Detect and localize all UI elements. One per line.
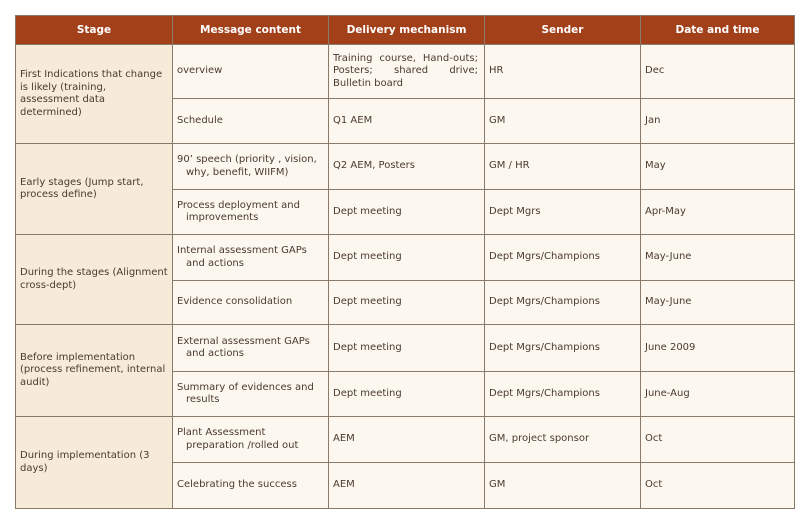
sender-cell: Dept Mgrs/Champions: [485, 325, 641, 372]
date-time-cell: Jan: [641, 99, 795, 144]
delivery-mechanism-cell: AEM: [329, 463, 485, 509]
stage-cell: Before implementation (process refinement, internal audit): [16, 325, 173, 417]
message-content-cell: [173, 144, 329, 190]
stage-cell: First Indications that change is likely (training, assessment data determined): [16, 45, 173, 144]
delivery-mechanism-cell: Dept meeting: [329, 372, 485, 417]
date-time-cell: Dec: [641, 45, 795, 99]
sender-cell: Dept Mgrs/Champions: [485, 281, 641, 325]
date-time-cell: June 2009: [641, 325, 795, 372]
sender-cell: HR: [485, 45, 641, 99]
table-row: [16, 235, 795, 281]
message-content-text: 90’ speech (priority , vision, why, benefit, WIIFM): [177, 154, 317, 178]
message-content-text: Internal assessment GAPs and actions: [177, 245, 307, 269]
table-row: [16, 45, 795, 99]
delivery-mechanism-cell: AEM: [329, 417, 485, 463]
message-content-cell: [173, 45, 329, 99]
stage-cell: Early stages (Jump start, process define): [16, 144, 173, 235]
message-content-text: Schedule: [177, 114, 223, 126]
message-content-text: Evidence consolidation: [177, 296, 293, 308]
delivery-mechanism-cell: [329, 45, 485, 99]
message-content-text: Process deployment and improvements: [177, 199, 300, 223]
delivery-mechanism-cell: Dept meeting: [329, 281, 485, 325]
message-content-cell: [173, 417, 329, 463]
sender-cell: Dept Mgrs/Champions: [485, 235, 641, 281]
header-stage: Stage: [16, 16, 173, 45]
table-row: [16, 325, 795, 372]
header-row: [16, 16, 795, 45]
table-body: [16, 45, 795, 509]
date-time-cell: May-June: [641, 281, 795, 325]
communication-plan-table-wrapper: [15, 15, 794, 509]
date-time-cell: June-Aug: [641, 372, 795, 417]
message-content-cell: [173, 235, 329, 281]
message-content-cell: [173, 325, 329, 372]
delivery-mechanism-text: Training course, Hand-outs; Posters; shared drive; Bulletin board: [333, 52, 478, 89]
header-sender: Sender: [485, 16, 641, 45]
message-content-text: Plant Assessment preparation /rolled out: [177, 427, 299, 451]
date-time-cell: May-June: [641, 235, 795, 281]
table-row: [16, 144, 795, 190]
sender-cell: GM: [485, 463, 641, 509]
delivery-mechanism-cell: Q2 AEM, Posters: [329, 144, 485, 190]
header-delivery-mechanism: Delivery mechanism: [329, 16, 485, 45]
date-time-cell: Oct: [641, 463, 795, 509]
message-content-cell: [173, 372, 329, 417]
delivery-mechanism-cell: Dept meeting: [329, 235, 485, 281]
message-content-cell: [173, 281, 329, 325]
table-header: [16, 16, 795, 45]
message-content-text: overview: [177, 65, 223, 77]
message-content-cell: [173, 99, 329, 144]
date-time-cell: May: [641, 144, 795, 190]
stage-cell: During implementation (3 days): [16, 417, 173, 509]
message-content-cell: [173, 463, 329, 509]
sender-cell: GM: [485, 99, 641, 144]
message-content-text: Celebrating the success: [177, 479, 297, 491]
sender-cell: GM / HR: [485, 144, 641, 190]
header-date-time: Date and time: [641, 16, 795, 45]
message-content-text: External assessment GAPs and actions: [177, 335, 310, 359]
delivery-mechanism-cell: Dept meeting: [329, 190, 485, 235]
delivery-mechanism-cell: Dept meeting: [329, 325, 485, 372]
date-time-cell: Oct: [641, 417, 795, 463]
header-message-content: Message content: [173, 16, 329, 45]
sender-cell: Dept Mgrs: [485, 190, 641, 235]
sender-cell: GM, project sponsor: [485, 417, 641, 463]
sender-cell: Dept Mgrs/Champions: [485, 372, 641, 417]
message-content-cell: [173, 190, 329, 235]
date-time-cell: Apr-May: [641, 190, 795, 235]
message-content-text: Summary of evidences and results: [177, 381, 314, 405]
delivery-mechanism-cell: Q1 AEM: [329, 99, 485, 144]
table-row: [16, 417, 795, 463]
stage-cell: During the stages (Alignment cross-dept): [16, 235, 173, 325]
communication-plan-table: [15, 15, 795, 509]
